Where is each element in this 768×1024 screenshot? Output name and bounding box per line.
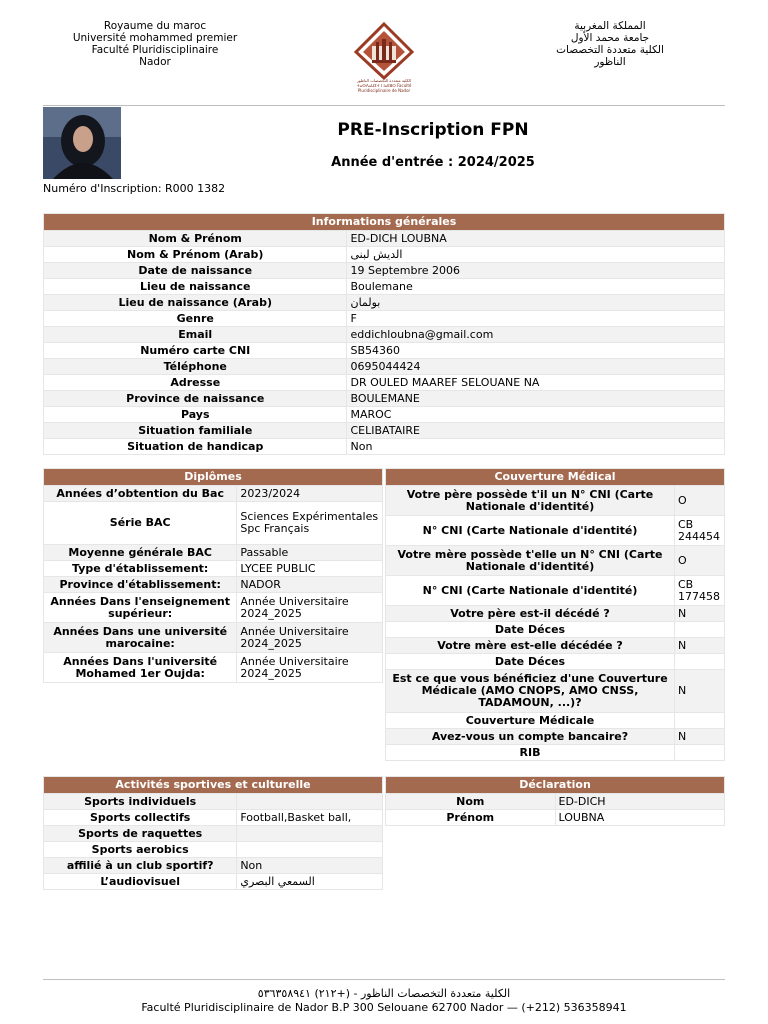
field-value: 2023/2024 xyxy=(237,486,383,502)
field-label: Sports collectifs xyxy=(44,810,237,826)
footer-arabic-line: الكلية متعددة التخصصات الناظور - (+٢١٢) ٥٣٦٣٥٨٩٤١ xyxy=(257,987,511,1000)
header-left-line: Nador xyxy=(139,56,171,68)
field-label: Votre père est-il décédé ? xyxy=(386,606,675,622)
table-row xyxy=(44,439,725,455)
field-label: Couverture Médicale xyxy=(386,713,675,729)
field-value: O xyxy=(675,486,725,516)
field-label: Téléphone xyxy=(44,359,347,375)
field-value: Année Universitaire 2024_2025 xyxy=(237,593,383,623)
field-label: Sports individuels xyxy=(44,794,237,810)
field-value: Non xyxy=(347,439,725,455)
field-value: 19 Septembre 2006 xyxy=(347,263,725,279)
field-value: N xyxy=(675,670,725,713)
header-right-line: المملكة المغربية xyxy=(574,20,646,32)
field-value: 0695044424 xyxy=(347,359,725,375)
table-row xyxy=(386,729,725,745)
field-value: O xyxy=(675,546,725,576)
field-label: Date Déces xyxy=(386,622,675,638)
field-label: Type d'établissement: xyxy=(44,561,237,577)
field-value: Football,Basket ball, xyxy=(237,810,383,826)
table-row xyxy=(386,516,725,546)
table-row xyxy=(386,810,725,826)
table-row xyxy=(44,810,383,826)
header-divider xyxy=(43,105,725,106)
table-row xyxy=(44,391,725,407)
field-value: Passable xyxy=(237,545,383,561)
field-label: Date de naissance xyxy=(44,263,347,279)
field-label: Années Dans une université marocaine: xyxy=(44,623,237,653)
field-value: F xyxy=(347,311,725,327)
field-label: Pays xyxy=(44,407,347,423)
field-label: Nom xyxy=(386,794,556,810)
table-row xyxy=(44,794,383,810)
table-row xyxy=(44,279,725,295)
page-title: PRE-Inscription FPN xyxy=(337,120,529,140)
activites-table xyxy=(43,776,383,890)
field-value: الديش لبنى xyxy=(347,247,725,263)
table-row xyxy=(44,623,383,653)
table-row xyxy=(44,311,725,327)
field-label: Province d'établissement: xyxy=(44,577,237,593)
field-label: L’audiovisuel xyxy=(44,874,237,890)
field-value: ED-DICH xyxy=(555,794,725,810)
field-value xyxy=(237,842,383,858)
field-value: BOULEMANE xyxy=(347,391,725,407)
field-label: Prénom xyxy=(386,810,556,826)
field-label: Situation de handicap xyxy=(44,439,347,455)
field-value xyxy=(237,794,383,810)
field-label: Votre père possède t'il un N° CNI (Carte Nationale d'identité) xyxy=(386,486,675,516)
table-row xyxy=(44,653,383,683)
field-label: Série BAC xyxy=(44,502,237,545)
logo-emblem-icon xyxy=(352,22,416,80)
table-row xyxy=(44,375,725,391)
field-value xyxy=(675,654,725,670)
table-row xyxy=(44,247,725,263)
logo-caption: الكلية متعددة التخصصات الناظور ⵜⴰⵙⴷⴰⵡⵉⵜ ⵏ ⵏⴰⴹⵓⵔ Faculté Pluridisciplinaire de Nador xyxy=(356,78,412,93)
table-row xyxy=(386,638,725,654)
inscription-number: Numéro d'Inscription: R000 1382 xyxy=(43,182,226,195)
field-value: Année Universitaire 2024_2025 xyxy=(237,623,383,653)
field-value: ED-DICH LOUBNA xyxy=(347,231,725,247)
header-left-line: Faculté Pluridisciplinaire xyxy=(91,44,219,56)
general-info-table xyxy=(43,213,725,455)
table-row xyxy=(386,606,725,622)
table-row xyxy=(386,713,725,729)
table-row xyxy=(44,593,383,623)
field-label: Années Dans l'université Mohamed 1er Oujda: xyxy=(44,653,237,683)
activites-header: Activités sportives et culturelle xyxy=(44,777,383,794)
field-value: MAROC xyxy=(347,407,725,423)
field-value: Année Universitaire 2024_2025 xyxy=(237,653,383,683)
field-value xyxy=(675,713,725,729)
field-label: Province de naissance xyxy=(44,391,347,407)
header-left-line: Royaume du maroc xyxy=(103,20,207,32)
field-label: Avez-vous un compte bancaire? xyxy=(386,729,675,745)
table-row xyxy=(44,858,383,874)
field-label: Années d’obtention du Bac xyxy=(44,486,237,502)
table-row xyxy=(44,874,383,890)
field-value: CELIBATAIRE xyxy=(347,423,725,439)
header-left-line: Université mohammed premier xyxy=(72,32,238,44)
header-right-line: الناظور xyxy=(594,56,626,68)
field-value: N xyxy=(675,606,725,622)
table-row xyxy=(44,545,383,561)
table-row xyxy=(386,622,725,638)
field-label: Sports aerobics xyxy=(44,842,237,858)
field-value: eddichloubna@gmail.com xyxy=(347,327,725,343)
field-label: Nom & Prénom xyxy=(44,231,347,247)
table-row xyxy=(386,745,725,761)
field-value: Boulemane xyxy=(347,279,725,295)
field-label: Années Dans l'enseignement supérieur: xyxy=(44,593,237,623)
header-right-line: الكلية متعددة التخصصات xyxy=(556,44,664,56)
field-value: Non xyxy=(237,858,383,874)
page-subtitle: Année d'entrée : 2024/2025 xyxy=(331,155,535,170)
field-value: CB 244454 xyxy=(675,516,725,546)
table-row xyxy=(386,486,725,516)
field-label: Lieu de naissance xyxy=(44,279,347,295)
declaration-header: Déclaration xyxy=(386,777,725,794)
table-row xyxy=(44,842,383,858)
field-value xyxy=(237,826,383,842)
table-row xyxy=(386,670,725,713)
field-value xyxy=(675,745,725,761)
field-label: Lieu de naissance (Arab) xyxy=(44,295,347,311)
field-value: السمعي البصري xyxy=(237,874,383,890)
field-label: Sports de raquettes xyxy=(44,826,237,842)
table-row xyxy=(44,502,383,545)
table-row xyxy=(44,577,383,593)
footer-french-line: Faculté Pluridisciplinaire de Nador B.P 300 Selouane 62700 Nador — (+212) 536358941 xyxy=(141,1001,627,1014)
table-row xyxy=(386,576,725,606)
field-label: Situation familiale xyxy=(44,423,347,439)
field-value: بولمان xyxy=(347,295,725,311)
field-value: NADOR xyxy=(237,577,383,593)
table-row xyxy=(44,263,725,279)
field-label: Moyenne générale BAC xyxy=(44,545,237,561)
header-right-line: جامعة محمد الأول xyxy=(570,32,650,44)
field-value: CB 177458 xyxy=(675,576,725,606)
field-label: Adresse xyxy=(44,375,347,391)
field-label: RIB xyxy=(386,745,675,761)
field-label: affilié à un club sportif? xyxy=(44,858,237,874)
field-value: DR OULED MAAREF SELOUANE NA xyxy=(347,375,725,391)
couverture-table xyxy=(385,468,725,761)
field-label: Genre xyxy=(44,311,347,327)
couverture-header: Couverture Médical xyxy=(386,469,725,486)
table-row xyxy=(44,826,383,842)
field-value: N xyxy=(675,729,725,745)
table-row xyxy=(44,407,725,423)
field-label: Votre mère est-elle décédée ? xyxy=(386,638,675,654)
field-value xyxy=(675,622,725,638)
field-label: Date Déces xyxy=(386,654,675,670)
field-label: N° CNI (Carte Nationale d'identité) xyxy=(386,516,675,546)
table-row xyxy=(44,486,383,502)
diplomes-header: Diplômes xyxy=(44,469,383,486)
table-row xyxy=(386,794,725,810)
table-row xyxy=(44,231,725,247)
field-label: Est ce que vous bénéficiez d'une Couverture Médicale (AMO CNOPS, AMO CNSS, TADAMOUN, ...)? xyxy=(386,670,675,713)
table-row xyxy=(44,295,725,311)
general-info-header: Informations générales xyxy=(44,214,725,231)
field-value: LOUBNA xyxy=(555,810,725,826)
field-label: Nom & Prénom (Arab) xyxy=(44,247,347,263)
field-label: Numéro carte CNI xyxy=(44,343,347,359)
table-row xyxy=(44,423,725,439)
table-row xyxy=(386,654,725,670)
table-row xyxy=(44,343,725,359)
field-label: N° CNI (Carte Nationale d'identité) xyxy=(386,576,675,606)
diplomes-table xyxy=(43,468,383,683)
table-row xyxy=(386,546,725,576)
header-right-block xyxy=(535,20,685,68)
field-label: Votre mère possède t'elle un N° CNI (Carte Nationale d'identité) xyxy=(386,546,675,576)
field-value: LYCEE PUBLIC xyxy=(237,561,383,577)
field-value: N xyxy=(675,638,725,654)
field-label: Email xyxy=(44,327,347,343)
footer-divider xyxy=(43,979,725,980)
declaration-table xyxy=(385,776,725,826)
footer xyxy=(43,987,725,1015)
table-row xyxy=(44,561,383,577)
field-value: SB54360 xyxy=(347,343,725,359)
table-row xyxy=(44,327,725,343)
table-row xyxy=(44,359,725,375)
header-left-block xyxy=(60,20,250,68)
field-value: Sciences Expérimentales Spc Français xyxy=(237,502,383,545)
